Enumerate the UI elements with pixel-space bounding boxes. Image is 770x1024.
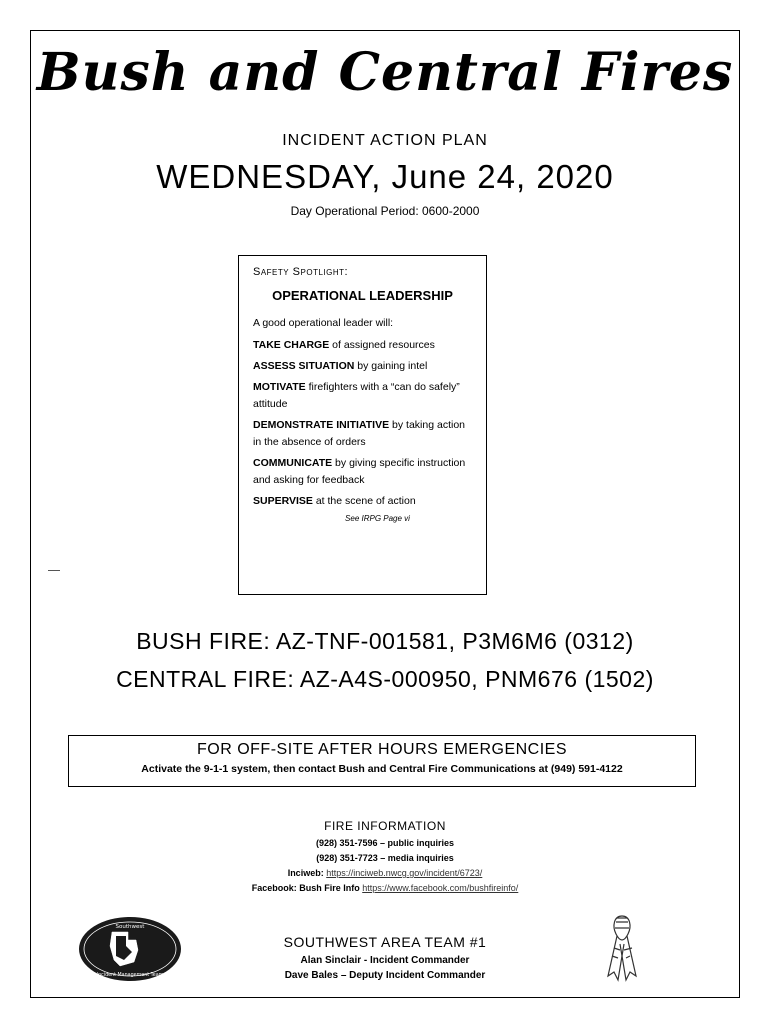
safety-item [253,455,472,489]
safety-item-text: by taking action in the absence of orders [253,419,466,448]
margin-mark [48,570,60,571]
safety-item-keyword: TAKE CHARGE [253,339,330,351]
facebook-label: Facebook: Bush Fire Info [251,883,363,893]
safety-item-text: of assigned resources [329,339,435,351]
safety-item-keyword: COMMUNICATE [253,457,333,469]
safety-item-keyword: ASSESS SITUATION [253,360,355,372]
deputy-incident-commander: Dave Bales – Deputy Incident Commander [284,970,486,981]
inciweb-link[interactable]: https://inciweb.nwcg.gov/incident/6723/ [326,868,483,878]
safety-spotlight-title: OPERATIONAL LEADERSHIP [272,288,453,303]
safety-item-keyword: DEMONSTRATE INITIATIVE [253,419,390,431]
central-fire-id: CENTRAL FIRE: AZ-A4S-000950, PNM676 (1502) [116,666,654,692]
document-title: Bush and Central Fires [36,42,734,103]
operational-period: Day Operational Period: 0600-2000 [290,204,480,218]
emergency-box [68,735,696,787]
safety-item [253,417,472,451]
emergency-title: FOR OFF-SITE AFTER HOURS EMERGENCIES [196,741,568,758]
safety-item [253,379,472,413]
inciweb-label: Inciweb: [287,868,327,878]
facebook-line [0,883,770,893]
safety-item-text: by gaining intel [354,360,428,372]
safety-item-text: by giving specific instruction and asking for feedback [253,457,466,486]
logo-text-bottom: Incident Management Team [96,973,164,978]
safety-spotlight-header: Safety Spotlight: [253,266,349,278]
fire-information-title: FIRE INFORMATION [324,819,446,833]
awareness-ribbon-icon [602,910,642,988]
plan-label: INCIDENT ACTION PLAN [282,132,488,149]
safety-reference: See IRPG Page vi [345,514,410,523]
safety-spotlight-box [238,255,487,595]
team-name: SOUTHWEST AREA TEAM #1 [283,934,487,950]
safety-intro: A good operational leader will: [253,317,394,329]
safety-item-text: at the scene of action [312,495,416,507]
bush-fire-id: BUSH FIRE: AZ-TNF-001581, P3M6M6 (0312) [136,628,634,654]
safety-item-keyword: MOTIVATE [253,381,306,393]
inciweb-line [0,868,770,878]
safety-item [253,337,472,354]
facebook-link[interactable]: https://www.facebook.com/bushfireinfo/ [362,883,519,893]
safety-item-keyword: SUPERVISE [253,495,313,507]
safety-item [253,358,472,375]
incident-commander: Alan Sinclair - Incident Commander [300,955,470,966]
media-inquiries-phone: (928) 351-7723 – media inquiries [316,853,454,863]
safety-item [253,493,472,510]
public-inquiries-phone: (928) 351-7596 – public inquiries [315,838,455,848]
safety-item-text: firefighters with a “can do safely” attitude [253,381,460,410]
plan-date: WEDNESDAY, June 24, 2020 [156,158,614,195]
emergency-instruction: Activate the 9-1-1 system, then contact Bush and Central Fire Communications at (949) 591-4122 [141,763,623,775]
logo-text-top: Southwest [115,924,145,930]
